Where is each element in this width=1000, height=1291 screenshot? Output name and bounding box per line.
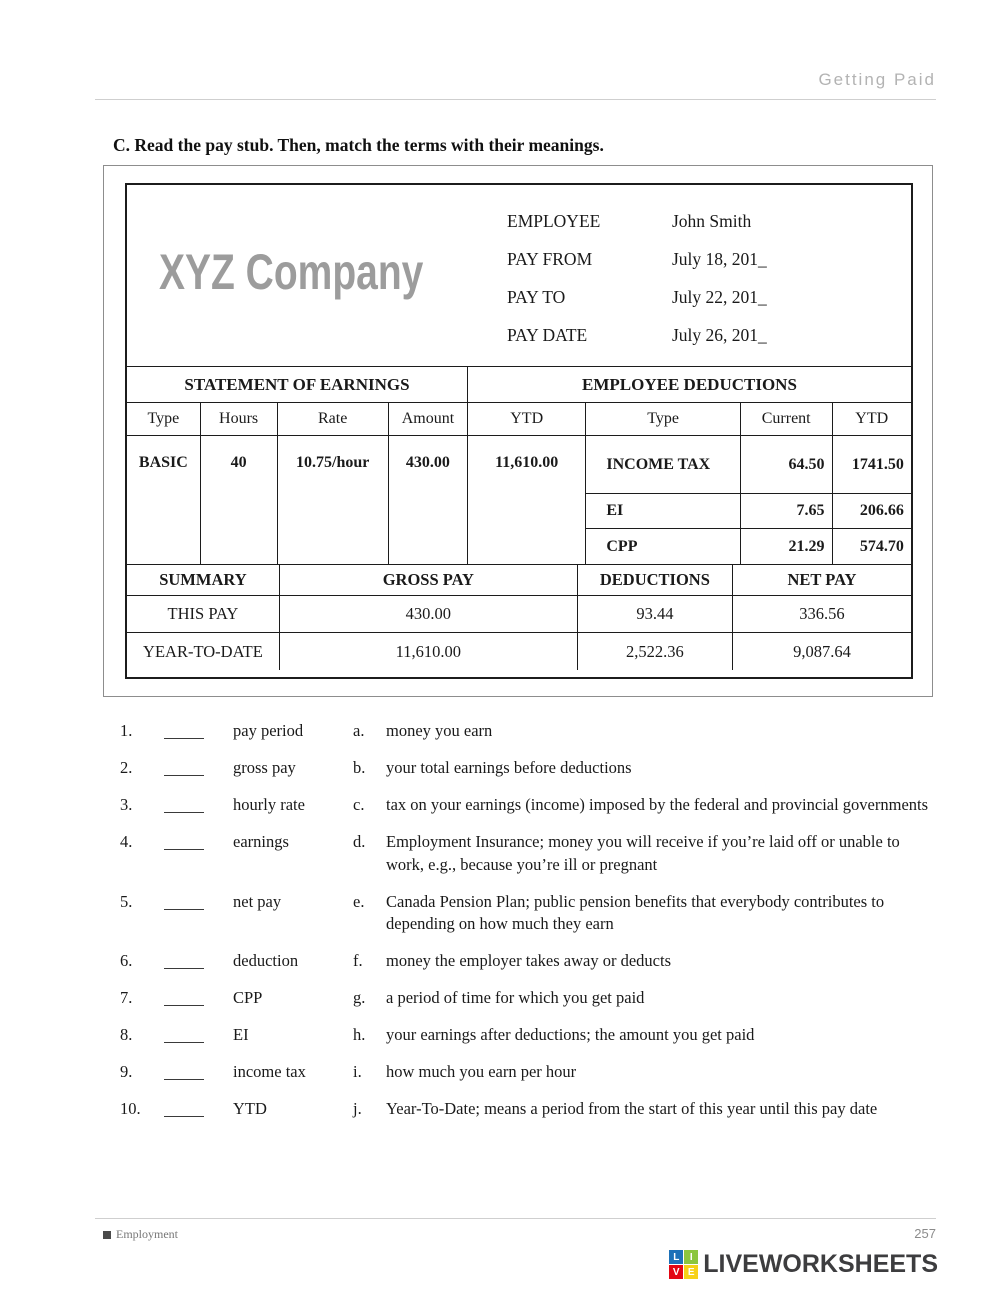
option-letter: f. [353,951,363,970]
match-row-10 [120,1098,932,1121]
paystub-top-section [127,185,911,366]
this-pay-label: THIS PAY [127,596,280,633]
answer-blank-4[interactable] [164,831,204,850]
company-logo: XYZ Company [159,244,424,300]
ytd-gross: 11,610.00 [280,633,578,670]
item-number: 9. [120,1062,133,1081]
liveworksheets-grid-icon [669,1250,698,1279]
definition-text: Employment Insurance; money you will receive if you’re laid off or unable to work, e.g., because you’re ill or pregnant [386,832,900,874]
info-row-pay-date [507,325,905,363]
option-letter: h. [353,1025,366,1044]
definition-text: money you earn [386,721,493,740]
earnings-rate-value: 10.75/hour [278,436,389,564]
option-letter: i. [353,1062,362,1081]
earnings-header-rate: Rate [278,403,389,436]
pay-date-value: July 26, 201_ [672,325,767,345]
option-letter: d. [353,832,366,851]
item-number: 8. [120,1025,133,1044]
match-row-3 [120,794,932,817]
footer-chapter [103,1227,178,1242]
paystub-box [103,165,933,697]
ytd-label: YEAR-TO-DATE [127,633,280,670]
term-label: gross pay [233,758,296,777]
option-letter: b. [353,758,366,777]
item-number: 5. [120,891,133,911]
option-letter: c. [353,795,365,814]
term-label: CPP [233,988,263,1007]
match-row-5 [120,891,932,936]
earnings-hours-value: 40 [201,436,278,564]
item-number: 2. [120,758,133,777]
footer-chapter-label: Employment [116,1227,178,1241]
definition-text: tax on your earnings (income) imposed by the federal and provincial governments [386,795,929,814]
info-row-pay-from [507,249,905,287]
header-rule [95,99,936,100]
employee-label: EMPLOYEE [507,211,601,231]
logo-letter-i: I [684,1250,698,1264]
option-letter: j. [353,1099,362,1118]
pay-date-label: PAY DATE [507,325,588,345]
definition-text: money the employer takes away or deducts [386,951,671,970]
info-row-employee [507,211,905,249]
item-number: 4. [120,832,133,851]
term-label: EI [233,1025,249,1044]
term-label: income tax [233,1062,306,1081]
item-number: 7. [120,988,133,1007]
deductions-header-ytd: YTD [833,403,911,436]
deductions-header-current: Current [741,403,833,436]
term-label: earnings [233,832,289,851]
item-number: 10. [120,1099,141,1118]
option-letter: e. [353,891,365,911]
running-header: Getting Paid [818,70,936,89]
earnings-ytd-value: 11,610.00 [468,436,586,564]
definition-text: your earnings after deductions; the amount you get paid [386,1025,755,1044]
item-number: 1. [120,721,133,740]
option-letter: a. [353,721,365,740]
match-row-2 [120,757,932,780]
term-label: hourly rate [233,795,305,814]
deduction-ei-current: 7.65 [741,494,833,529]
logo-letter-e: E [684,1265,698,1279]
definition-text: your total earnings before deductions [386,758,632,777]
net-pay-header: NET PAY [733,565,911,596]
statement-of-earnings-title: STATEMENT OF EARNINGS [127,367,468,403]
match-row-9 [120,1061,932,1084]
item-number: 3. [120,795,133,814]
liveworksheets-logo [669,1250,938,1279]
deduction-ei-label: EI [586,494,740,529]
employee-info [507,185,905,366]
pay-from-value: July 18, 201_ [672,249,767,269]
deductions-header: DEDUCTIONS [578,565,733,596]
term-label: pay period [233,721,304,740]
earnings-deductions-table [127,366,911,565]
option-letter: g. [353,988,366,1007]
pay-to-label: PAY TO [507,287,566,307]
deductions-header-type: Type [586,403,740,436]
gross-pay-header: GROSS PAY [280,565,578,596]
answer-blank-6[interactable] [164,950,204,969]
match-row-7 [120,987,932,1010]
logo-letter-v: V [669,1265,683,1279]
this-pay-deductions: 93.44 [578,596,733,633]
deduction-cpp-current: 21.29 [741,529,833,564]
match-row-8 [120,1024,932,1047]
deduction-income-tax-current: 64.50 [741,436,833,494]
this-pay-gross: 430.00 [280,596,578,633]
match-row-4 [120,831,932,876]
earnings-amount-value: 430.00 [389,436,468,564]
deduction-ei-ytd: 206.66 [833,494,911,529]
answer-blank-1[interactable] [164,720,204,739]
answer-blank-8[interactable] [164,1024,204,1043]
paystub-inner [125,183,913,679]
summary-header: SUMMARY [127,565,280,596]
summary-table [127,565,911,670]
item-number: 6. [120,951,133,970]
earnings-type-value: BASIC [127,436,201,564]
this-pay-net: 336.56 [733,596,911,633]
logo-letter-l: L [669,1250,683,1264]
definition-text: Canada Pension Plan; public pension benefits that everybody contributes to depending on how much they earn [386,891,885,933]
answer-blank-2[interactable] [164,757,204,776]
employee-value: John Smith [672,211,752,231]
pay-from-label: PAY FROM [507,249,593,269]
ytd-deductions: 2,522.36 [578,633,733,670]
term-label: deduction [233,951,299,970]
answer-blank-7[interactable] [164,987,204,1006]
page-number: 257 [914,1226,936,1241]
match-row-1 [120,720,932,743]
definition-text: Year-To-Date; means a period from the start of this year until this pay date [386,1099,878,1118]
info-row-pay-to [507,287,905,325]
liveworksheets-wordmark: LIVEWORKSHEETS [703,1250,938,1278]
deduction-income-tax-ytd: 1741.50 [833,436,911,494]
earnings-header-hours: Hours [201,403,278,436]
answer-blank-5[interactable] [164,891,204,910]
footer-rule [95,1218,936,1219]
answer-blank-10[interactable] [164,1098,204,1117]
term-label: net pay [233,891,282,911]
deduction-income-tax-label: INCOME TAX [586,436,740,494]
deduction-cpp-ytd: 574.70 [859,537,904,555]
employee-deductions-title: EMPLOYEE DEDUCTIONS [468,367,911,403]
definition-text: how much you earn per hour [386,1062,577,1081]
match-row-6 [120,950,932,973]
earnings-header-ytd: YTD [468,403,586,436]
earnings-header-amount: Amount [389,403,468,436]
footer-square-icon [103,1231,111,1239]
ytd-net: 9,087.64 [793,641,851,661]
definition-text: a period of time for which you get paid [386,988,645,1007]
deduction-cpp-label: CPP [586,529,740,564]
matching-exercise [120,720,932,1135]
term-label: YTD [233,1099,267,1118]
answer-blank-9[interactable] [164,1061,204,1080]
earnings-header-type: Type [127,403,201,436]
pay-to-value: July 22, 201_ [672,287,767,307]
answer-blank-3[interactable] [164,794,204,813]
section-title: C. Read the pay stub. Then, match the terms with their meanings. [113,135,604,155]
